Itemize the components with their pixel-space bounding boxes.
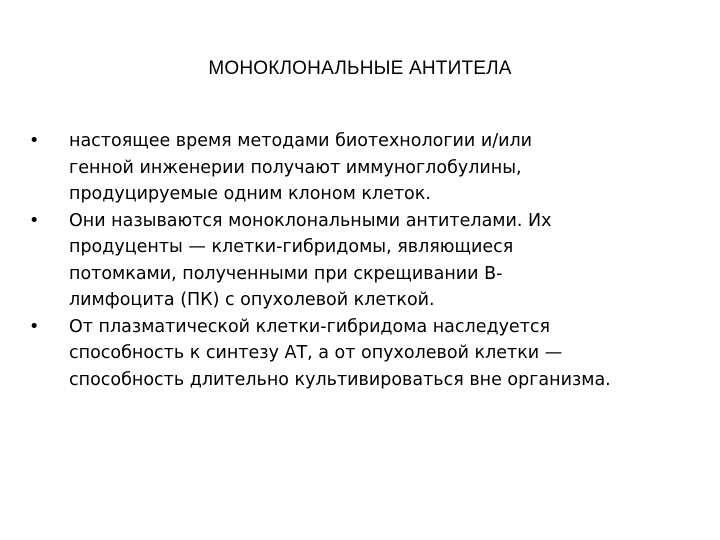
bullet-text: От плазматической клетки-гибридома наследуется способность к синтезу АТ, а от опухолевой клетки — способность длительно культивироваться вне организма.: [69, 316, 611, 390]
bullet-icon: •: [29, 131, 40, 151]
slide-title: МОНОКЛОНАЛЬНЫЕ АНТИТЕЛА: [208, 58, 512, 79]
bullet-item: [29, 208, 709, 314]
bullet-text: Они называются моноклональными антителами. Их продуценты — клетки-гибридомы, являющиеся потомками, полученными при скрещивании В- лимфоцита (ПК) с опухолевой клеткой.: [69, 210, 552, 310]
bullet-text: настоящее время методами биотехнологии и/или генной инженерии получают иммуноглобулины, продуцируемые одним клоном клеток.: [69, 131, 533, 204]
bullet-icon: •: [29, 316, 40, 337]
bullet-icon: •: [29, 210, 40, 231]
bullet-item: [29, 128, 709, 208]
bullet-item: [29, 314, 709, 394]
bullet-list: [29, 128, 709, 393]
